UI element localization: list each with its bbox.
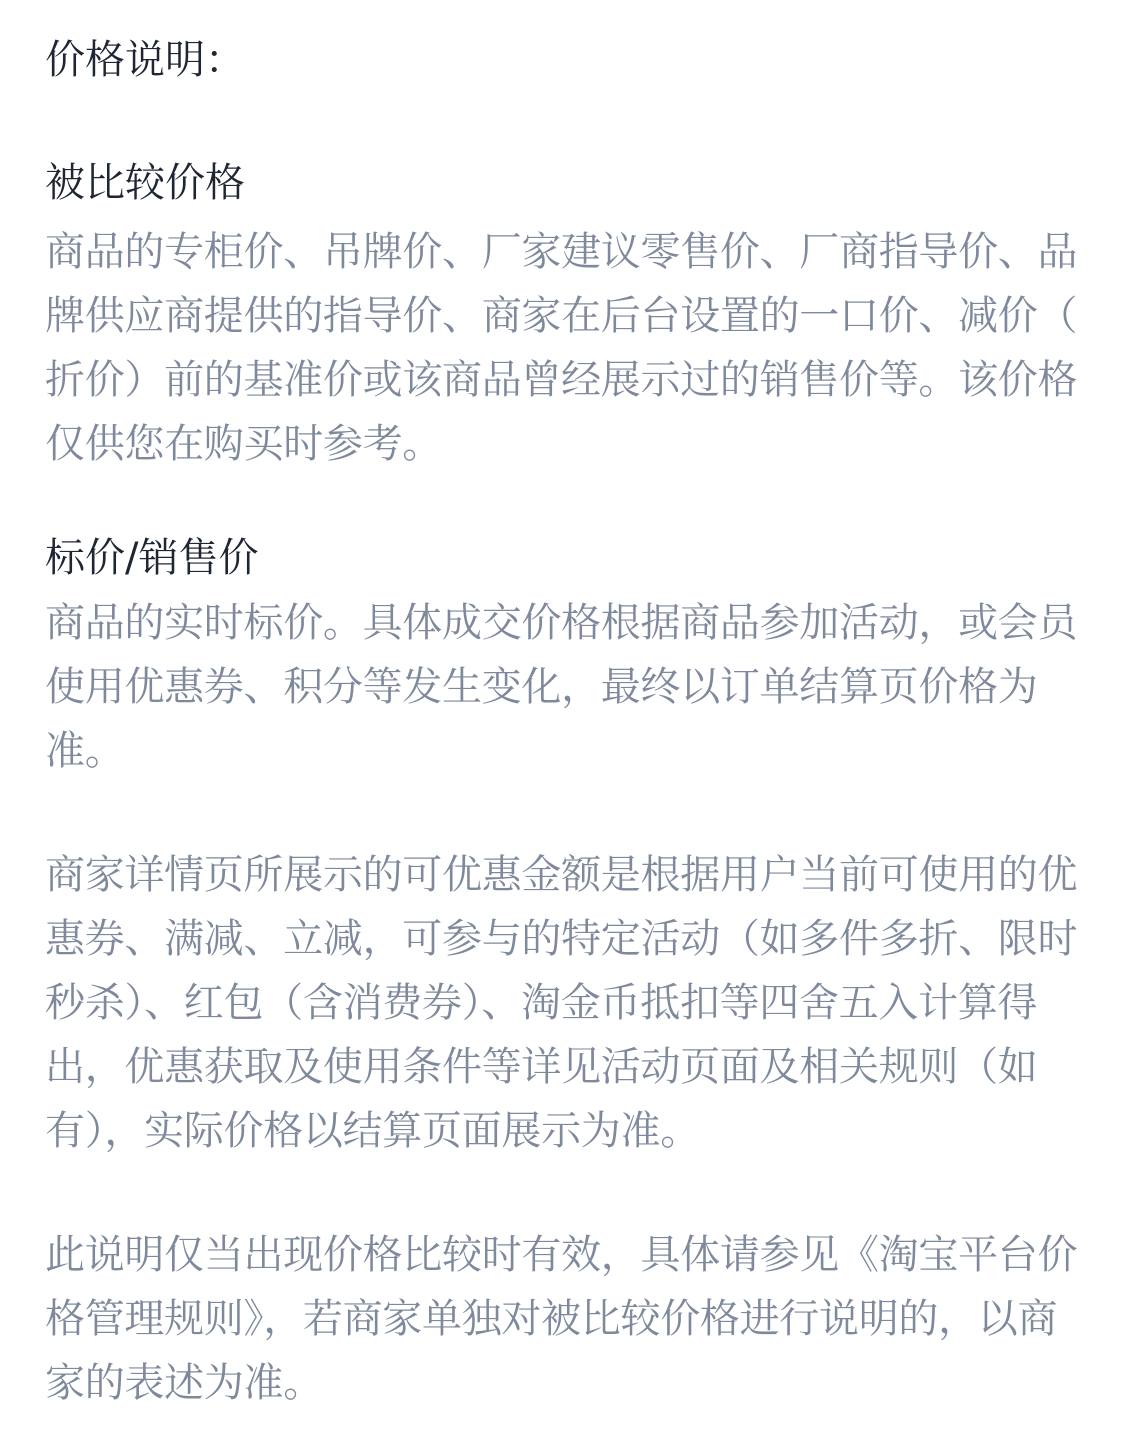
page-title: 价格说明： xyxy=(45,37,245,83)
paragraph-line: 商品的专柜价、吊牌价、厂家建议零售价、厂商指导价、品 xyxy=(45,229,1078,275)
paragraph-line: 家的表述为准。 xyxy=(45,1360,323,1406)
paragraph-line: 有），实际价格以结算页面展示为准。 xyxy=(45,1108,700,1154)
paragraph-validity-note xyxy=(45,1223,1085,1415)
section-compared-price xyxy=(45,151,1085,476)
paragraph-line: 商家详情页所展示的可优惠金额是根据用户当前可使用的优 xyxy=(45,852,1078,898)
paragraph-line: 秒杀）、红包（含消费券）、淘金币抵扣等四舍五入计算得 xyxy=(45,980,1038,1026)
paragraph-line: 准。 xyxy=(45,728,125,774)
section-heading-list-price: 标价/销售价 xyxy=(45,535,259,581)
section-list-price xyxy=(45,526,1085,783)
paragraph-line: 出，优惠获取及使用条件等详见活动页面及相关规则（如 xyxy=(45,1044,1038,1090)
paragraph-discount-amount xyxy=(45,843,1085,1163)
paragraph-line: 折价）前的基准价或该商品曾经展示过的销售价等。该价格 xyxy=(45,357,1078,403)
paragraph-line: 仅供您在购买时参考。 xyxy=(45,421,442,467)
paragraph-line: 商品的实时标价。具体成交价格根据商品参加活动，或会员 xyxy=(45,600,1078,646)
paragraph-line: 格管理规则》，若商家单独对被比较价格进行说明的，以商 xyxy=(45,1296,1058,1342)
section-heading-compared-price: 被比较价格 xyxy=(45,160,245,206)
paragraph-line: 惠券、满减、立减，可参与的特定活动（如多件多折、限时 xyxy=(45,916,1078,962)
paragraph-line: 牌供应商提供的指导价、商家在后台设置的一口价、减价（ xyxy=(45,293,1078,339)
paragraph-line: 此说明仅当出现价格比较时有效，具体请参见《淘宝平台价 xyxy=(45,1232,1078,1278)
section-discount-amount xyxy=(45,843,1085,1163)
section-validity-note xyxy=(45,1223,1085,1415)
paragraph-list-price xyxy=(45,591,1085,783)
paragraph-compared-price xyxy=(45,220,1085,476)
paragraph-line: 使用优惠券、积分等发生变化，最终以订单结算页价格为 xyxy=(45,664,1038,710)
